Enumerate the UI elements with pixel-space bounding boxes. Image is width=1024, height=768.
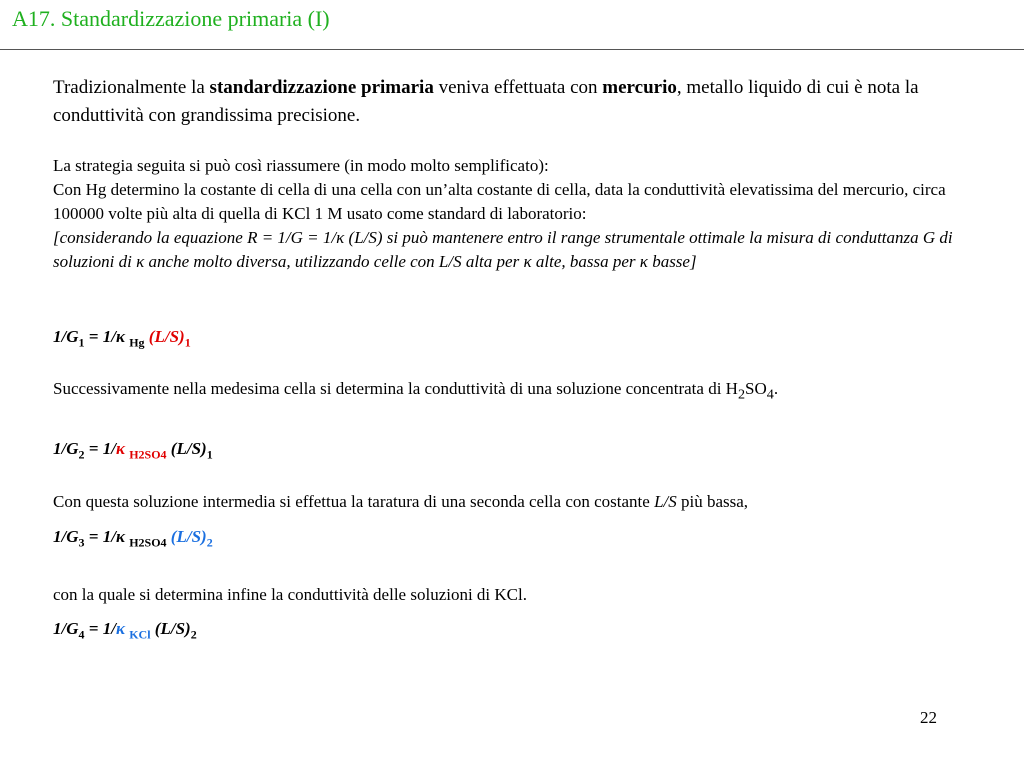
- eq-g-symbol: G: [66, 327, 79, 346]
- eq-kappa-symbol: κ: [115, 439, 125, 458]
- eq-ls-ratio: (L/S): [154, 619, 191, 638]
- equation-4: [53, 619, 993, 642]
- paragraph-taratura: [53, 490, 993, 514]
- equation-3: [53, 527, 993, 550]
- eq-equals: = 1/: [84, 619, 116, 638]
- eq-ls-ratio: (L/S): [170, 527, 207, 546]
- eq-g-subscript: 2: [78, 447, 85, 462]
- strategy-intro: La strategia seguita si può così riassumere (in modo molto semplificato):: [53, 156, 549, 175]
- eq-prefix: 1/: [53, 439, 67, 458]
- p3-text-1: Con questa soluzione intermedia si effettua la taratura di una seconda cella con costante: [53, 492, 655, 511]
- eq-prefix: 1/: [53, 327, 67, 346]
- p2-text-2: SO: [745, 379, 767, 398]
- eq-equals: = 1/: [84, 439, 116, 458]
- eq-g-subscript: 4: [78, 627, 85, 642]
- eq-kappa-symbol: κ: [115, 327, 125, 346]
- strategy-note: [53, 226, 993, 274]
- p2-text-3: .: [773, 379, 779, 398]
- kappa-symbol: κ: [523, 252, 532, 271]
- eq-equals: = 1/: [84, 527, 116, 546]
- paragraph-h2so4: [53, 377, 993, 406]
- eq-g-subscript: 1: [78, 335, 85, 350]
- eq-ls-ratio: (L/S): [148, 327, 185, 346]
- kappa-symbol: κ: [336, 228, 345, 247]
- note-text-4: alte, bassa per: [531, 252, 640, 271]
- lead-paragraph: [53, 74, 993, 130]
- eq-ls-ratio: (L/S): [170, 439, 207, 458]
- lead-text-1: Tradizionalmente la: [53, 77, 210, 98]
- lead-text-3: , metallo liquido di cui è nota la conduttività con grandissima precisione.: [53, 77, 919, 126]
- equation-2: [53, 439, 993, 462]
- slide-title: A17. Standardizzazione primaria (I): [12, 6, 330, 31]
- title-divider: [0, 49, 1024, 50]
- p3-ls-ratio: L/S: [654, 492, 677, 511]
- strategy-description: Con Hg determino la costante di cella di una cella con un’alta costante di cella, data la conduttività elevatissima del mercurio, circa 100000 volte più alta di quella di KCl 1 M usato come standard di laboratorio:: [53, 180, 946, 223]
- eq-ls-subscript: 1: [184, 335, 191, 350]
- eq-prefix: 1/: [53, 619, 67, 638]
- eq-ls-subscript: 1: [206, 447, 213, 462]
- paragraph-kcl: con la quale si determina infine la conduttività delle soluzioni di KCl.: [53, 585, 527, 604]
- eq-kappa-subscript: H2SO4: [129, 535, 167, 550]
- eq-equals: = 1/: [84, 327, 116, 346]
- p2-subscript-4: 4: [766, 386, 774, 403]
- lead-bold-standardizzazione: standardizzazione primaria: [209, 77, 434, 98]
- kappa-symbol: κ: [639, 252, 648, 271]
- eq-g-symbol: G: [66, 619, 79, 638]
- eq-kappa-symbol: κ: [115, 527, 125, 546]
- strategy-block: [53, 154, 993, 274]
- equation-1: [53, 327, 993, 350]
- kappa-symbol: κ: [136, 252, 145, 271]
- page-number: 22: [920, 708, 937, 727]
- eq-g-symbol: G: [66, 527, 79, 546]
- eq-ls-subscript: 2: [190, 627, 197, 642]
- eq-kappa-subscript: Hg: [129, 335, 145, 350]
- p2-subscript-2: 2: [737, 386, 746, 403]
- p2-text-1: Successivamente nella medesima cella si determina la conduttività di una soluzione concentrata di H: [53, 379, 738, 398]
- note-text-2: (L/S) si può mantenere entro il range strumentale ottimale la misura di conduttanza G di soluzioni di: [53, 228, 953, 271]
- eq-kappa-subscript: KCl: [129, 627, 151, 642]
- eq-prefix: 1/: [53, 527, 67, 546]
- p3-text-2: più bassa,: [676, 492, 749, 511]
- note-text-1: [considerando la equazione R = 1/G = 1/: [53, 228, 337, 247]
- lead-bold-mercurio: mercurio: [602, 77, 677, 98]
- note-text-3: anche molto diversa, utilizzando celle con L/S alta per: [144, 252, 524, 271]
- eq-g-subscript: 3: [78, 535, 85, 550]
- eq-kappa-symbol: κ: [115, 619, 125, 638]
- eq-ls-subscript: 2: [206, 535, 213, 550]
- lead-text-2: veniva effettuata con: [433, 77, 603, 98]
- eq-kappa-subscript: H2SO4: [129, 447, 167, 462]
- eq-g-symbol: G: [66, 439, 79, 458]
- note-text-5: basse]: [647, 252, 697, 271]
